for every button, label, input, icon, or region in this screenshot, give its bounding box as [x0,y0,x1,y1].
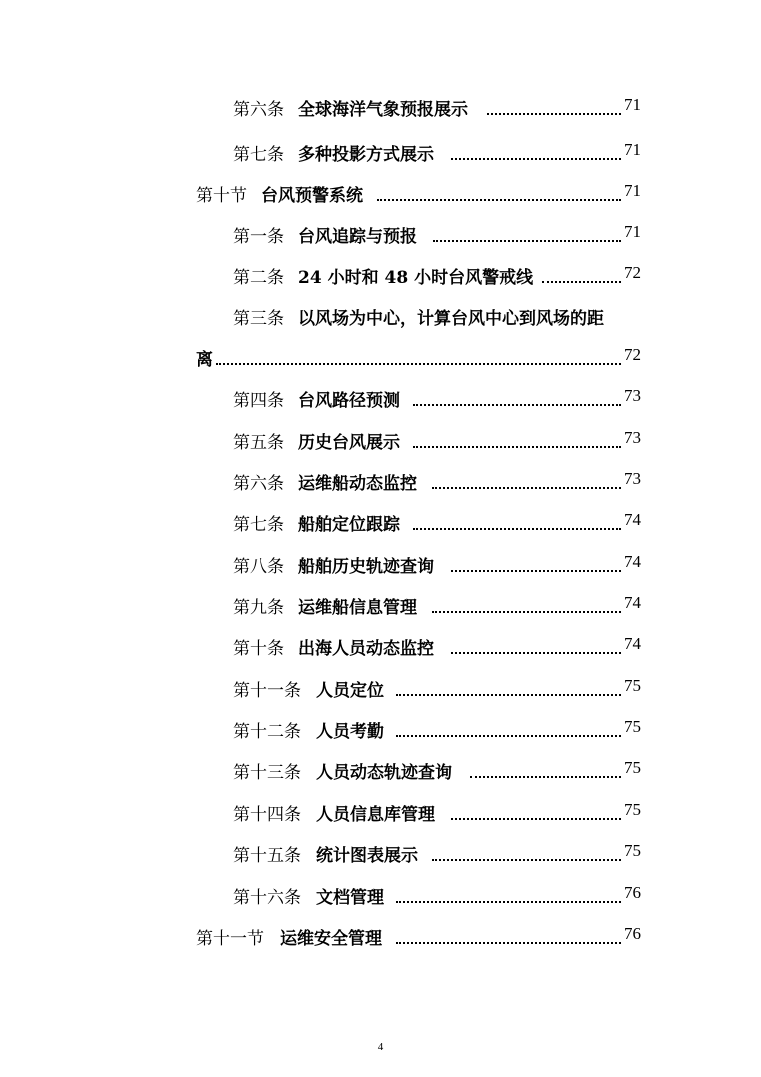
toc-entry [0,263,761,291]
toc-entry-title: 离 [196,350,213,370]
toc-entry-number: 第十条 [233,639,284,659]
toc-entry-page: 72 [624,345,641,364]
toc-entry-page: 72 [624,263,641,282]
toc-entry [0,924,761,952]
toc-entry [0,841,761,869]
toc-entry-page: 76 [624,883,641,902]
toc-entry [0,510,761,538]
toc-entry-page: 74 [624,552,641,571]
toc-entry-title: 人员动态轨迹查询 [316,763,452,783]
toc-entry-number: 第十三条 [233,763,301,783]
toc-entry-title: 台风路径预测 [298,391,400,411]
toc-entry-number: 第十节 [196,186,247,206]
toc-entry [0,469,761,497]
toc-entry-title: 运维安全管理 [280,929,382,949]
toc-entry-page: 75 [624,758,641,777]
toc-leader-dots [413,404,621,406]
toc-leader-dots [432,611,621,613]
toc-entry-number: 第十六条 [233,888,301,908]
toc-entry-title: 台风预警系统 [261,186,363,206]
toc-entry-page: 75 [624,841,641,860]
toc-entry [0,800,761,828]
toc-entry-number: 第八条 [233,557,284,577]
toc-entry-number: 第十四条 [233,805,301,825]
toc-entry-number: 第七条 [233,515,284,535]
toc-leader-dots [487,113,621,115]
toc-entry-page: 75 [624,800,641,819]
toc-leader-dots [451,818,621,820]
page-number: 4 [377,1041,384,1053]
toc-entry-page: 75 [624,717,641,736]
toc-entry [0,345,761,373]
toc-entry-title: 多种投影方式展示 [298,145,434,165]
toc-entry [0,634,761,662]
toc-entry-title: 以风场为中心，计算台风中心到风场的距 [298,309,604,329]
toc-entry-number: 第一条 [233,227,284,247]
toc-entry-number: 第十二条 [233,722,301,742]
toc-entry [0,181,761,209]
toc-entry-page: 73 [624,428,641,447]
toc-entry-title: 船舶历史轨迹查询 [298,557,434,577]
toc-entry-page: 71 [624,95,641,114]
toc-leader-dots [396,942,621,944]
toc-leader-dots [433,240,621,242]
toc-entry [0,222,761,250]
toc-leader-dots [542,281,621,283]
toc-entry-page: 73 [624,386,641,405]
toc-entry-title: 运维船动态监控 [298,474,417,494]
toc-entry-title: 台风追踪与预报 [298,227,417,247]
toc-entry-title: 出海人员动态监控 [298,639,434,659]
toc-entry-title: 文档管理 [316,888,384,908]
toc-entry [0,304,761,332]
toc-leader-dots [377,199,621,201]
toc-entry-page: 71 [624,222,641,241]
toc-leader-dots [413,528,621,530]
toc-entry-title: 人员考勤 [316,722,384,742]
toc-entry-title: 人员信息库管理 [316,805,435,825]
toc-entry-page: 74 [624,510,641,529]
toc-entry-title: 船舶定位跟踪 [298,515,400,535]
toc-entry [0,593,761,621]
toc-leader-dots [432,487,621,489]
toc-entry [0,552,761,580]
toc-entry-title: 24 小时和 48 小时台风警戒线 [298,268,534,288]
toc-entry-title: 人员定位 [316,681,384,701]
toc-entry-title: 统计图表展示 [316,846,418,866]
toc-entry-page: 75 [624,676,641,695]
toc-entry [0,95,761,123]
toc-entry [0,428,761,456]
toc-leader-dots [451,158,621,160]
toc-entry-page: 74 [624,634,641,653]
toc-entry-page: 71 [624,181,641,200]
toc-entry-page: 74 [624,593,641,612]
toc-entry-number: 第二条 [233,268,284,288]
toc-entry-number: 第十一节 [196,929,264,949]
toc-entry [0,758,761,786]
toc-entry [0,883,761,911]
toc-entry-number: 第六条 [233,100,284,120]
toc-leader-dots [396,694,621,696]
toc-entry-number: 第九条 [233,598,284,618]
toc-entry-number: 第七条 [233,145,284,165]
toc-leader-dots [216,363,621,365]
toc-entry [0,386,761,414]
toc-entry-title: 运维船信息管理 [298,598,417,618]
toc-entry-number: 第十五条 [233,846,301,866]
toc-leader-dots [396,735,621,737]
toc-leader-dots [413,446,621,448]
toc-entry [0,676,761,704]
toc-leader-dots [451,570,621,572]
toc-entry-number: 第四条 [233,391,284,411]
toc-entry-title: 全球海洋气象预报展示 [298,100,468,120]
toc-entry-number: 第三条 [233,309,284,329]
toc-entry-number: 第五条 [233,433,284,453]
toc-leader-dots [396,901,621,903]
toc-entry-number: 第十一条 [233,681,301,701]
toc-leader-dots [451,652,621,654]
toc-entry-title: 历史台风展示 [298,433,400,453]
toc-entry-page: 71 [624,140,641,159]
toc-entry-page: 76 [624,924,641,943]
toc-entry [0,717,761,745]
toc-leader-dots [470,776,621,778]
toc-entry-page: 73 [624,469,641,488]
toc-entry [0,140,761,168]
toc-entry-number: 第六条 [233,474,284,494]
toc-leader-dots [432,859,621,861]
